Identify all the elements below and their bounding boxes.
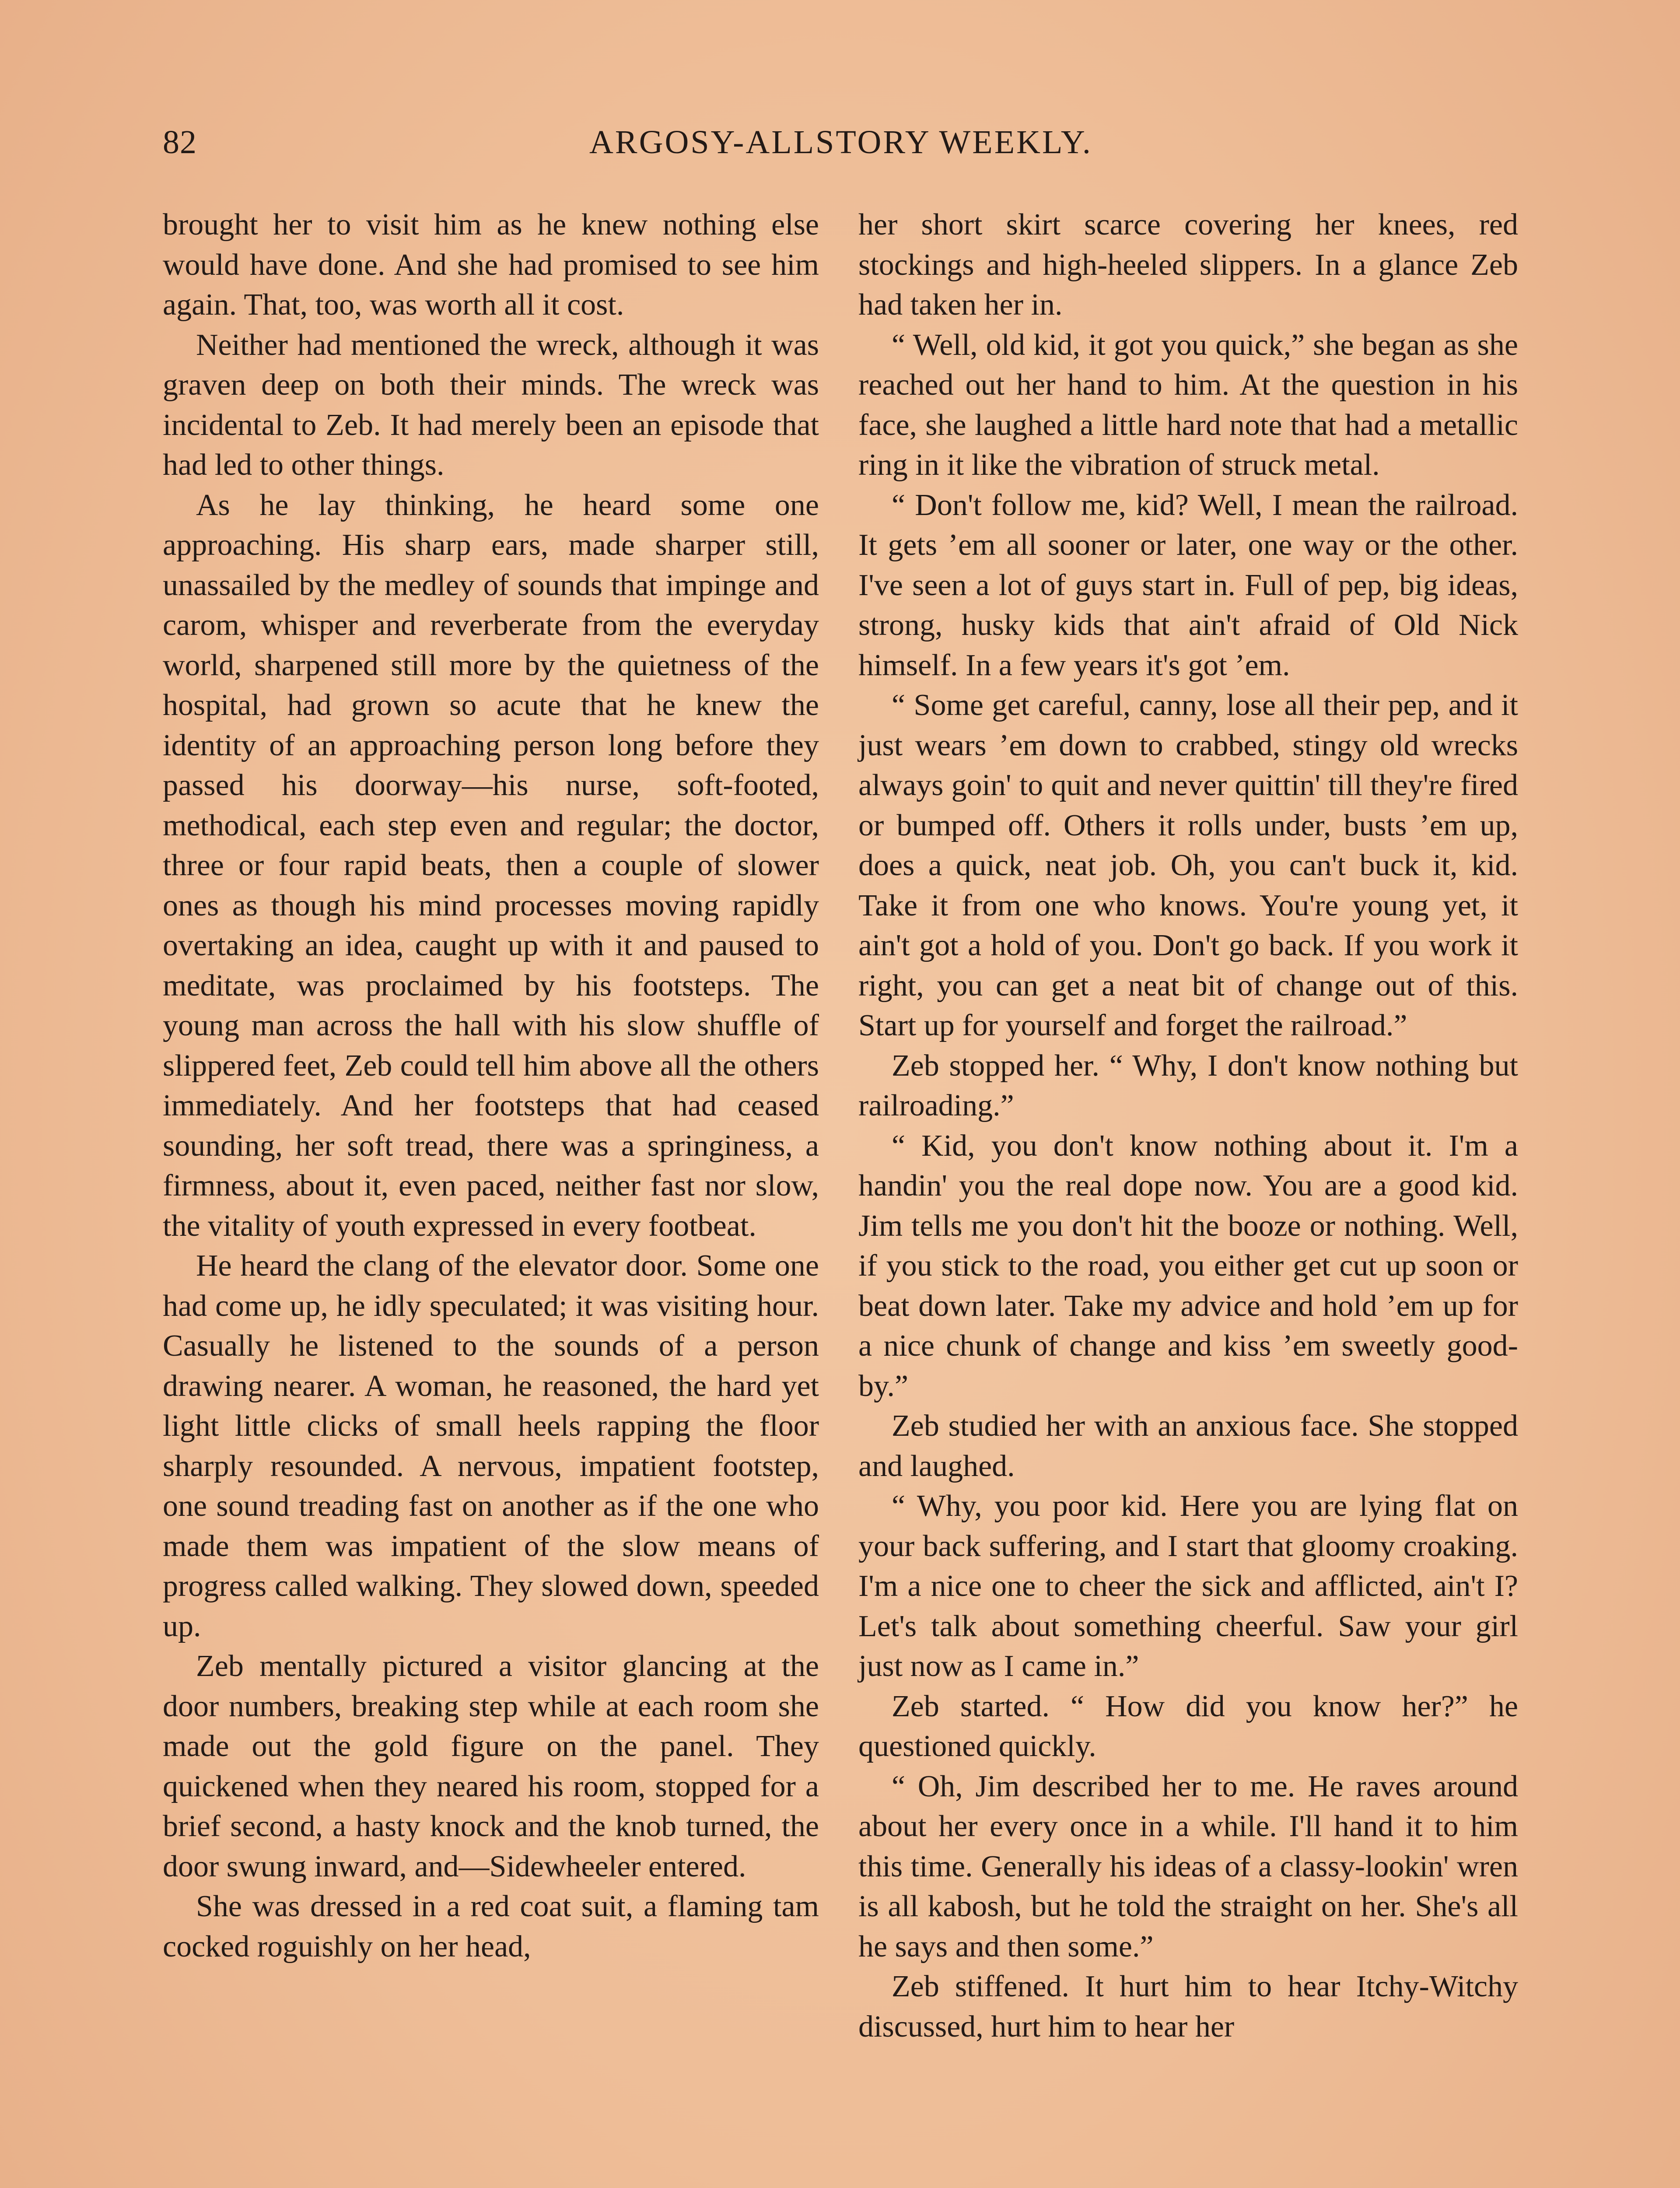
paragraph: He heard the clang of the elevator door. Some one had come up, he idly speculated; it was visiting hour. Casually he listened to the sounds of a person drawing nearer. A woman, he reasoned, the hard yet light little clicks of small heels rapping the floor sharply resounded. A nervous, impatient footstep, one sound treading fast on another as if the one who made them was impatient of the slow means of progress called walking. They slowed down, speeded up. xyxy=(163,1249,819,1643)
paragraph: Zeb started. “ How did you know her?” he questioned quickly. xyxy=(858,1689,1518,1763)
page-number: 82 xyxy=(163,124,197,161)
paragraph: She was dressed in a red coat suit, a flaming tam cocked roguishly on her head, xyxy=(163,1890,819,1964)
paragraph: As he lay thinking, he heard some one approaching. His sharp ears, made sharper still, unassailed by the medley of sounds that impinge and carom, whisper and reverberate from the everyday world, sharpened still more by the quietness of the hospital, had grown so acute that he knew the identity of an approaching person long before they passed his doorway—his nurse, soft-footed, methodical, each step even and regular; the doctor, three or four rapid beats, then a couple of slower ones as though his mind processes moving rapidly overtaking an idea, caught up with it and paused to meditate, was proclaimed by his footsteps. The young man across the hall with his slow shuffle of slippered feet, Zeb could tell him above all the others immediately. And her footsteps that had ceased sounding, her soft tread, there was a springiness, a firmness, about it, even paced, neither fast nor slow, the vitality of youth expressed in every footbeat. xyxy=(163,488,819,1243)
paragraph: Zeb mentally pictured a visitor glancing at the door numbers, breaking step while at each room she made out the gold figure on the panel. They quickened when they neared his room, stopped for a brief second, a hasty knock and the knob turned, the door swung inward, and—Sidewheeler entered. xyxy=(163,1649,819,1883)
paragraph: “ Why, you poor kid. Here you are lying flat on your back suffering, and I start that gloomy croaking. I'm a nice one to cheer the sick and afflicted, ain't I? Let's talk about something cheerful. Saw your girl just now as I came in.” xyxy=(858,1489,1518,1683)
right-column xyxy=(858,205,1518,2047)
paragraph: Zeb stiffened. It hurt him to hear Itchy-Witchy discussed, hurt him to hear her xyxy=(858,1970,1518,2044)
paragraph: “ Well, old kid, it got you quick,” she began as she reached out her hand to him. At the question in his face, she laughed a little hard note that had a metallic ring in it like the vibration of struck metal. xyxy=(858,328,1518,482)
paragraph: Neither had mentioned the wreck, although it was graven deep on both their minds. The wreck was incidental to Zeb. It had merely been an episode that had led to other things. xyxy=(163,328,819,482)
paragraph: “ Kid, you don't know nothing about it. I'm a handin' you the real dope now. You are a good kid. Jim tells me you don't hit the booze or nothing. Well, if you stick to the road, you either get cut up soon or beat down later. Take my advice and hold ’em up for a nice chunk of change and kiss ’em sweetly good-by.” xyxy=(858,1129,1518,1403)
paragraph: “ Oh, Jim described her to me. He raves around about her every once in a while. I'll hand it to him this time. Generally his ideas of a classy-lookin' wren is all kabosh, but he told the straight on her. She's all he says and then some.” xyxy=(858,1769,1518,1964)
running-head: ARGOSY-ALLSTORY WEEKLY. xyxy=(589,124,1092,161)
paragraph: “ Some get careful, canny, lose all their pep, and it just wears ’em down to crabbed, stingy old wrecks always goin' to quit and never quittin' till they're fired or bumped off. Others it rolls under, busts ’em up, does a quick, neat job. Oh, you can't buck it, kid. Take it from one who knows. You're young yet, it ain't got a hold of you. Don't go back. If you work it right, you can get a neat bit of change out of this. Start up for yourself and forget the railroad.” xyxy=(858,688,1518,1042)
paragraph: brought her to visit him as he knew nothing else would have done. And she had promised to see him again. That, too, was worth all it cost. xyxy=(163,208,819,322)
paragraph: her short skirt scarce covering her knees, red stockings and high-heeled slippers. In a glance Zeb had taken her in. xyxy=(858,208,1518,322)
page-header xyxy=(163,123,1519,172)
paragraph: Zeb studied her with an anxious face. She stopped and laughed. xyxy=(858,1409,1518,1483)
paragraph: Zeb stopped her. “ Why, I don't know nothing but railroading.” xyxy=(858,1048,1518,1122)
left-column xyxy=(163,205,819,1967)
paragraph: “ Don't follow me, kid? Well, I mean the railroad. It gets ’em all sooner or later, one way or the other. I've seen a lot of guys start in. Full of pep, big ideas, strong, husky kids that ain't afraid of Old Nick himself. In a few years it's got ’em. xyxy=(858,488,1518,682)
